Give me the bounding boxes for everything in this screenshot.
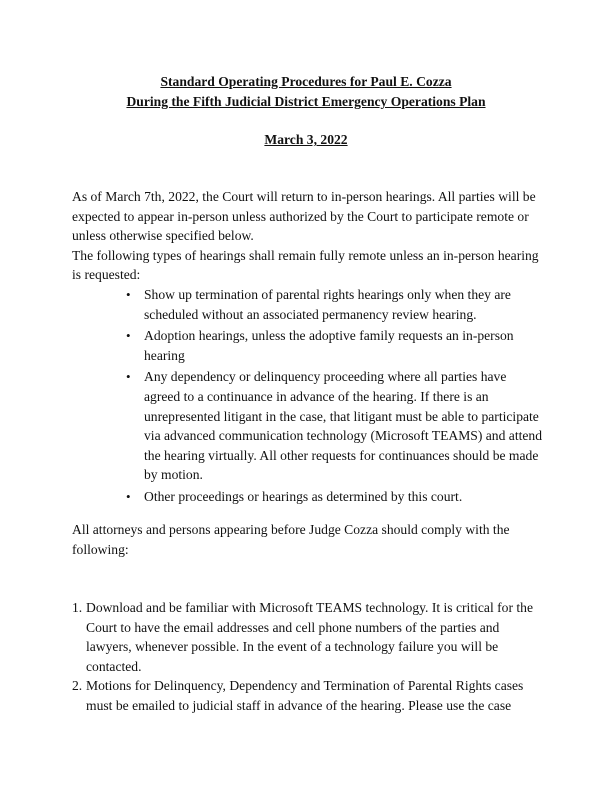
attorneys-paragraph: All attorneys and persons appearing before Judge Cozza should comply with the following: (72, 522, 510, 557)
bullet-icon: • (126, 328, 131, 344)
list-item: • Adoption hearings, unless the adoptive family requests an in-person hearing (126, 328, 514, 363)
numbered-list-item-1 (72, 598, 544, 676)
intro-paragraph: As of March 7th, 2022, the Court will return to in-person hearings. All parties will be expected to appear in-person unless authorized by the Court to participate remote or unless otherwise specified below. (72, 189, 536, 244)
document-title: Standard Operating Procedures for Paul E. Cozza (160, 74, 452, 89)
remote-hearings-paragraph: The following types of hearings shall remain fully remote unless an in-person hearing is requested: (72, 247, 539, 283)
intro-section (72, 187, 544, 285)
document-subtitle: During the Fifth Judicial District Emergency Operations Plan (126, 94, 486, 109)
bullet-icon: • (126, 287, 131, 302)
remote-hearings-list (126, 285, 543, 509)
bullet-icon: • (126, 369, 131, 385)
list-item: • Any dependency or delinquency proceeding where all parties have agreed to a continuance in advance of the hearing. If there is an unrepresented litigant in the case, that litigant must be able to participate via advanced communication technology (Microsoft TEAMS) and attend the hearing virtually. All other requests for continuances should be made by motion. (126, 369, 543, 483)
list-item (72, 598, 544, 676)
numbered-list-item-2 (72, 676, 544, 715)
item-number: 1. (72, 600, 83, 615)
document-date: March 3, 2022 (264, 132, 348, 147)
bullet-icon: • (126, 488, 131, 504)
list-item (72, 676, 544, 715)
item-number: 2. (72, 678, 83, 693)
list-item: • Show up termination of parental rights hearings only when they are scheduled without an associated permanency review hearing. (126, 287, 511, 322)
list-item: • Other proceedings or hearings as determined by this court. (144, 487, 542, 507)
item-text: Download and be familiar with Microsoft TEAMS technology. It is critical for the Court to have the email addresses and cell phone numbers of the parties and lawyers, whenever possible. In the event of a technology failure you will be contacted. (86, 600, 533, 674)
item-text: Motions for Delinquency, Dependency and Termination of Parental Rights cases must be emailed to judicial staff in advance of the hearing. Please use the case (86, 678, 524, 713)
